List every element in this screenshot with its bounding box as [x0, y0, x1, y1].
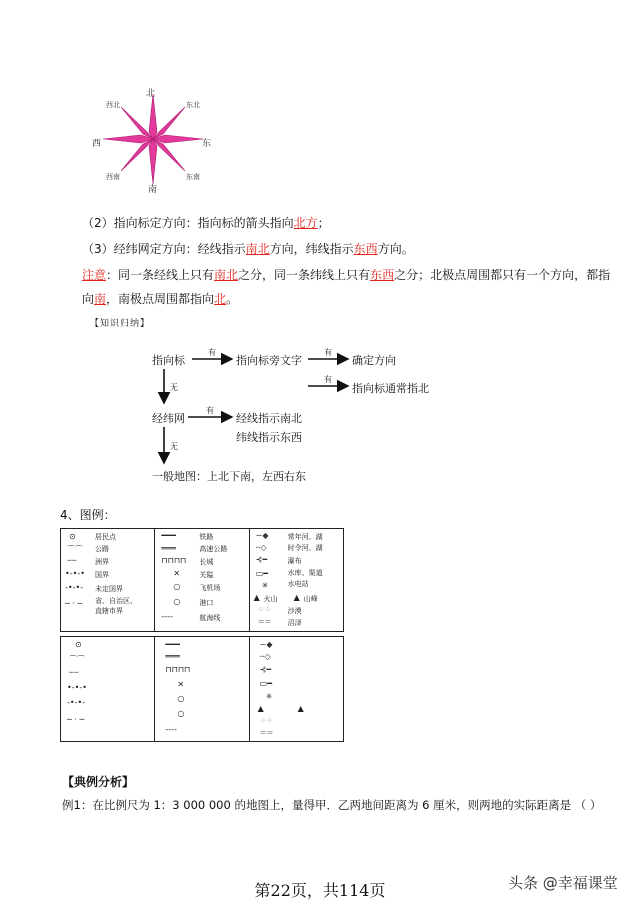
undetermined-border-icon: -•-•- — [65, 583, 84, 592]
port-icon: ○ — [177, 709, 185, 718]
compass-west: 西 — [92, 139, 102, 149]
legend-label: 关隘 — [199, 571, 214, 579]
port-icon: ○ — [173, 597, 181, 606]
desert-icon: ⁘⁘ — [259, 716, 274, 725]
flow-label-yes-4: 有 — [206, 406, 214, 415]
pass-icon: ✕ — [177, 680, 185, 689]
continent-border-icon: ┄┄ — [69, 668, 79, 677]
compass-northeast: 东北 — [186, 101, 200, 109]
legend-exercise-table — [60, 636, 344, 742]
legend-label: 沼泽 — [287, 619, 302, 627]
exercise-col-3 — [250, 637, 343, 741]
line-pointer — [82, 214, 330, 232]
legend-label: 火山 — [263, 595, 278, 603]
example-question: 例1：在比例尺为 1：3 000 000 的地图上，量得甲．乙两地间距离为 6 厘米，则两地的实际距离是 （ ） — [62, 798, 602, 812]
line-grid-mid: 方向，纬线指示 — [269, 242, 354, 256]
legend-label: 直辖市界 — [95, 607, 123, 615]
answer-ew: 东西 — [353, 242, 378, 256]
province-border-icon: ─ · ─ — [65, 599, 83, 608]
answer-north: 北方 — [293, 216, 318, 230]
compass-northwest: 西北 — [106, 101, 120, 109]
waterfall-icon: ⊰━ — [255, 555, 268, 564]
note2-text-b: ，南极点周围都指向 — [106, 292, 215, 306]
hydropower-icon: ✳ — [261, 581, 269, 590]
flow-node-pointer-text: 指向标旁文字 — [236, 354, 302, 367]
seasonal-river-icon: ┄◇ — [255, 543, 267, 552]
airport-icon: ○ — [173, 582, 181, 591]
legend-label: 常年河、湖 — [287, 533, 323, 541]
river-icon: ∽◆ — [259, 640, 273, 649]
flow-label-yes-1: 有 — [208, 348, 216, 357]
legend-label: 瀑布 — [287, 557, 302, 565]
reservoir-icon: ▭━ — [255, 569, 269, 578]
sea-route-icon: ---- — [161, 612, 173, 621]
page-number: 第22页，共114页 — [254, 881, 386, 900]
legend-label: 港口 — [199, 599, 214, 607]
settlement-icon: ⊙ — [69, 532, 76, 541]
flow-node-meridian: 经线指示南北 — [236, 412, 302, 425]
seasonal-river-icon: ┄◇ — [259, 652, 271, 661]
note-answer-2: 东西 — [370, 268, 395, 282]
legend-label: 洲界 — [95, 558, 109, 566]
flow-node-general: 一般地图：上北下南，左西右东 — [152, 470, 306, 483]
note2-text-c: 。 — [226, 292, 239, 306]
sea-route-icon: ---- — [165, 725, 177, 734]
note2-answer-2: 北 — [214, 292, 227, 306]
volcano-icon: ▲ — [253, 593, 260, 602]
airport-icon: ○ — [177, 694, 185, 703]
legend-label: 省、自治区、 — [95, 597, 137, 605]
note-text-b: 之分，同一条纬线上只有 — [238, 268, 371, 282]
undetermined-border-icon: -•-•- — [67, 698, 86, 707]
compass-east: 东 — [202, 139, 212, 149]
swamp-icon: ≂≂ — [259, 728, 274, 737]
continent-border-icon: ┄┄ — [67, 556, 77, 565]
flow-label-no-1: 无 — [170, 383, 178, 392]
legend-label: 未定国界 — [95, 585, 123, 593]
flow-label-yes-2: 有 — [324, 348, 332, 357]
line-pointer-text: （2）指向标定方向：指向标的箭头指向 — [82, 216, 294, 230]
waterfall-icon: ⊰━ — [259, 665, 272, 674]
flow-node-pointer: 指向标 — [152, 354, 185, 367]
highway-icon: ═══ — [165, 652, 180, 661]
flow-diagram — [140, 335, 470, 485]
note-text-a: ：同一条经线上只有 — [106, 268, 215, 282]
legend-col-1 — [61, 529, 155, 631]
desert-icon: ⁘⁘ — [257, 605, 272, 614]
river-icon: ∽◆ — [255, 531, 269, 540]
road-icon: ⌒⌒ — [69, 655, 85, 664]
peak-icon: ▲ — [293, 593, 300, 602]
flow-node-grid: 经纬网 — [152, 412, 185, 425]
legend-label: 水电站 — [287, 580, 309, 588]
flow-label-yes-3: 有 — [324, 375, 332, 384]
note-line-2 — [82, 290, 238, 308]
pass-icon: ✕ — [173, 569, 181, 578]
flow-node-direction: 确定方向 — [352, 354, 396, 367]
answer-ns: 南北 — [245, 242, 270, 256]
legend-label: 长城 — [199, 558, 214, 566]
section-legend-title: 4、图例： — [60, 508, 116, 522]
note2-answer-1: 南 — [94, 292, 107, 306]
legend-col-3 — [250, 529, 343, 631]
line-grid-text: （3）经纬网定方向：经线指示 — [82, 242, 246, 256]
legend-label: 航海线 — [199, 614, 221, 622]
flow-label-no-2: 无 — [170, 442, 178, 451]
highway-icon: ═══ — [161, 544, 176, 553]
swamp-icon: ≂≂ — [257, 617, 272, 626]
case-analysis-title: 【典例分析】 — [62, 775, 135, 789]
legend-label: 山峰 — [303, 595, 318, 603]
note-text-c: 之分；北极点周围都只有一个方向，都指 — [394, 268, 611, 282]
province-border-icon: ─ · ─ — [67, 715, 85, 724]
legend-table — [60, 528, 344, 632]
national-border-icon: •-•-• — [65, 569, 85, 578]
compass-north: 北 — [146, 89, 156, 99]
compass-rose — [88, 84, 218, 194]
legend-label: 高速公路 — [199, 545, 228, 553]
note2-text-a: 向 — [82, 292, 95, 306]
great-wall-icon: ⊓⊓⊓⊓ — [165, 665, 191, 674]
hydropower-icon: ✳ — [265, 692, 273, 701]
great-wall-icon: ⊓⊓⊓⊓ — [161, 556, 187, 565]
legend-label: 公路 — [95, 545, 109, 553]
compass-south: 南 — [148, 185, 158, 195]
legend-label: 居民点 — [95, 533, 116, 541]
reservoir-icon: ▭━ — [259, 679, 273, 688]
railway-icon: ━━━ — [165, 640, 180, 649]
exercise-col-2 — [155, 637, 249, 741]
compass-southeast: 东南 — [186, 173, 200, 181]
knowledge-label: 【知识归纳】 — [90, 319, 151, 329]
peak-icon: ▲ — [297, 704, 304, 713]
line-grid-suffix: 方向。 — [377, 242, 414, 256]
exercise-col-1 — [61, 637, 155, 741]
flow-node-north: 指向标通常指北 — [352, 382, 429, 395]
road-icon: ⌒⌒ — [67, 545, 83, 554]
note-answer-1: 南北 — [214, 268, 239, 282]
note-label: 注意 — [82, 268, 107, 282]
watermark: 头条 @幸福课堂 — [508, 874, 618, 892]
legend-label: 时令河、湖 — [287, 544, 323, 552]
line-grid — [82, 240, 414, 258]
punct: ； — [317, 216, 330, 230]
settlement-icon: ⊙ — [75, 640, 82, 649]
legend-col-2 — [155, 529, 249, 631]
legend-label: 沙漠 — [287, 607, 302, 615]
national-border-icon: •-•-• — [67, 683, 87, 692]
legend-label: 水库、渠道 — [287, 569, 323, 577]
legend-label: 国界 — [95, 571, 109, 579]
railway-icon: ━━━ — [161, 531, 176, 540]
legend-label: 飞机场 — [199, 584, 221, 592]
compass-southwest: 西南 — [106, 173, 120, 181]
flow-arrows — [140, 335, 470, 485]
legend-label: 铁路 — [199, 533, 214, 541]
note-line-1 — [82, 266, 610, 284]
flow-node-parallel: 纬线指示东西 — [236, 431, 302, 444]
volcano-icon: ▲ — [257, 704, 264, 713]
